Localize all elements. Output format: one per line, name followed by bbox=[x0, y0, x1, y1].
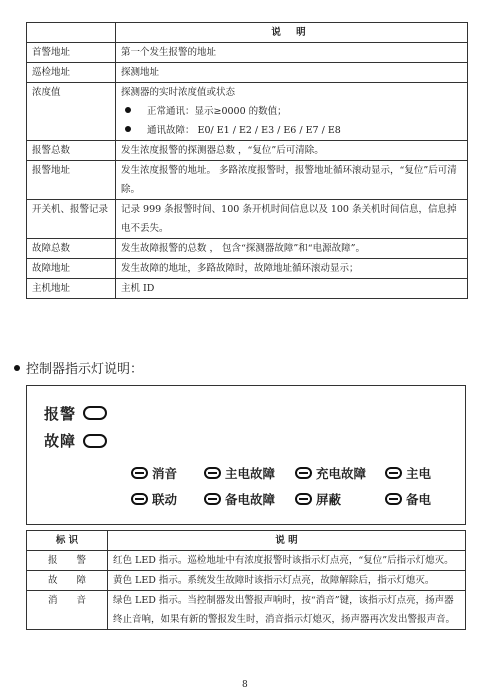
indicator-label: 屏蔽 bbox=[316, 492, 342, 507]
alarm-label: 报警 bbox=[44, 405, 77, 423]
section-title-text: 控制器指示灯说明： bbox=[26, 362, 144, 377]
table-row bbox=[27, 83, 468, 141]
fault-label: 故障 bbox=[44, 432, 77, 450]
row-name: 消 音 bbox=[27, 591, 108, 630]
table-header: 说 明 bbox=[116, 23, 468, 43]
table-header: 标 识 bbox=[27, 531, 108, 551]
section-title bbox=[14, 358, 143, 377]
led-icon bbox=[295, 493, 312, 505]
indicator-charge-fault bbox=[295, 464, 366, 482]
bullet-text: 通讯故障： E0/ E1 / E2 / E3 / E6 / E7 / E8 bbox=[147, 125, 341, 136]
indicator-backup-power-fault bbox=[204, 490, 275, 508]
row-desc: 主机 ID bbox=[116, 279, 468, 299]
table-row bbox=[27, 279, 468, 299]
alarm-led-icon bbox=[83, 406, 107, 420]
header-blank bbox=[27, 23, 116, 43]
row-desc: 红色 LED 指示。巡检地址中有浓度报警时该指示灯点亮，“复位”后指示灯熄灭。 bbox=[108, 551, 466, 571]
row-desc: 发生浓度报警的地址。 多路浓度报警时，报警地址循环滚动显示，“复位”后可清除。 bbox=[116, 161, 468, 200]
row-desc: 探测器的实时浓度值或状态 bbox=[121, 87, 236, 98]
indicator-main-power bbox=[385, 464, 431, 482]
row-name: 首警地址 bbox=[27, 43, 116, 63]
bullet-text: 正常通讯：显示≥0000 的数值； bbox=[147, 106, 287, 117]
indicator-table bbox=[26, 530, 466, 630]
table-row bbox=[27, 551, 466, 571]
table-row bbox=[27, 161, 468, 200]
row-desc: 记录 999 条报警时间、100 条开机时间信息以及 100 条关机时间信息，信息掉电不丢失。 bbox=[116, 200, 468, 239]
led-icon bbox=[295, 467, 312, 479]
bullet-icon bbox=[125, 126, 131, 132]
led-icon bbox=[385, 493, 402, 505]
indicator-label: 联动 bbox=[152, 492, 178, 507]
indicator-label: 备电故障 bbox=[225, 492, 276, 507]
row-name: 故障地址 bbox=[27, 259, 116, 279]
table-row bbox=[27, 591, 466, 630]
led-icon bbox=[204, 493, 221, 505]
led-icon bbox=[385, 467, 402, 479]
row-desc-cell bbox=[116, 83, 468, 141]
table-row bbox=[27, 239, 468, 259]
bullet-item bbox=[121, 121, 462, 140]
indicator-backup-power bbox=[385, 490, 431, 508]
page-number: 8 bbox=[242, 680, 248, 690]
row-desc: 探测地址 bbox=[116, 63, 468, 83]
table-row bbox=[27, 200, 468, 239]
indicator-main-power-fault bbox=[204, 464, 275, 482]
table-row bbox=[27, 141, 468, 161]
led-icon bbox=[131, 493, 148, 505]
row-name: 报 警 bbox=[27, 551, 108, 571]
row-desc: 发生故障的地址，多路故障时，故障地址循环滚动显示； bbox=[116, 259, 468, 279]
table-row bbox=[27, 259, 468, 279]
bullet-icon bbox=[14, 365, 20, 371]
row-desc: 第一个发生报警的地址 bbox=[116, 43, 468, 63]
parameter-table bbox=[26, 22, 468, 299]
indicator-linkage bbox=[131, 490, 177, 508]
table-row bbox=[27, 43, 468, 63]
bullet-item bbox=[121, 102, 462, 121]
table-row bbox=[27, 571, 466, 591]
row-desc: 黄色 LED 指示。系统发生故障时该指示灯点亮，故障解除后，指示灯熄灭。 bbox=[108, 571, 466, 591]
row-desc: 发生浓度报警的探测器总数 ，“复位”后可清除。 bbox=[116, 141, 468, 161]
indicator-label: 消音 bbox=[152, 466, 178, 481]
row-name: 开关机、报警记录 bbox=[27, 200, 116, 239]
row-name: 巡检地址 bbox=[27, 63, 116, 83]
indicator-panel-diagram bbox=[26, 385, 466, 525]
table-row bbox=[27, 63, 468, 83]
row-name: 故障总数 bbox=[27, 239, 116, 259]
indicator-label: 主电 bbox=[406, 466, 432, 481]
row-name: 主机地址 bbox=[27, 279, 116, 299]
row-name: 报警总数 bbox=[27, 141, 116, 161]
indicator-label: 充电故障 bbox=[316, 466, 367, 481]
indicator-mute bbox=[131, 464, 177, 482]
indicator-label: 备电 bbox=[406, 492, 432, 507]
row-name: 浓度值 bbox=[27, 83, 116, 141]
indicator-shield bbox=[295, 490, 341, 508]
row-name: 故 障 bbox=[27, 571, 108, 591]
led-icon bbox=[131, 467, 148, 479]
bullet-icon bbox=[125, 107, 131, 113]
table-header: 说 明 bbox=[108, 531, 466, 551]
row-desc: 发生故障报警的总数 ， 包含“探测器故障”和“电源故障”。 bbox=[116, 239, 468, 259]
led-icon bbox=[204, 467, 221, 479]
row-desc: 绿色 LED 指示。当控制器发出警报声响时，按“消音”键，该指示灯点亮，扬声器终止音响，如果有新的警报发生时，消音指示灯熄灭，扬声器再次发出警报声音。 bbox=[108, 591, 466, 630]
indicator-label: 主电故障 bbox=[225, 466, 276, 481]
fault-led-icon bbox=[83, 434, 107, 448]
row-name: 报警地址 bbox=[27, 161, 116, 200]
